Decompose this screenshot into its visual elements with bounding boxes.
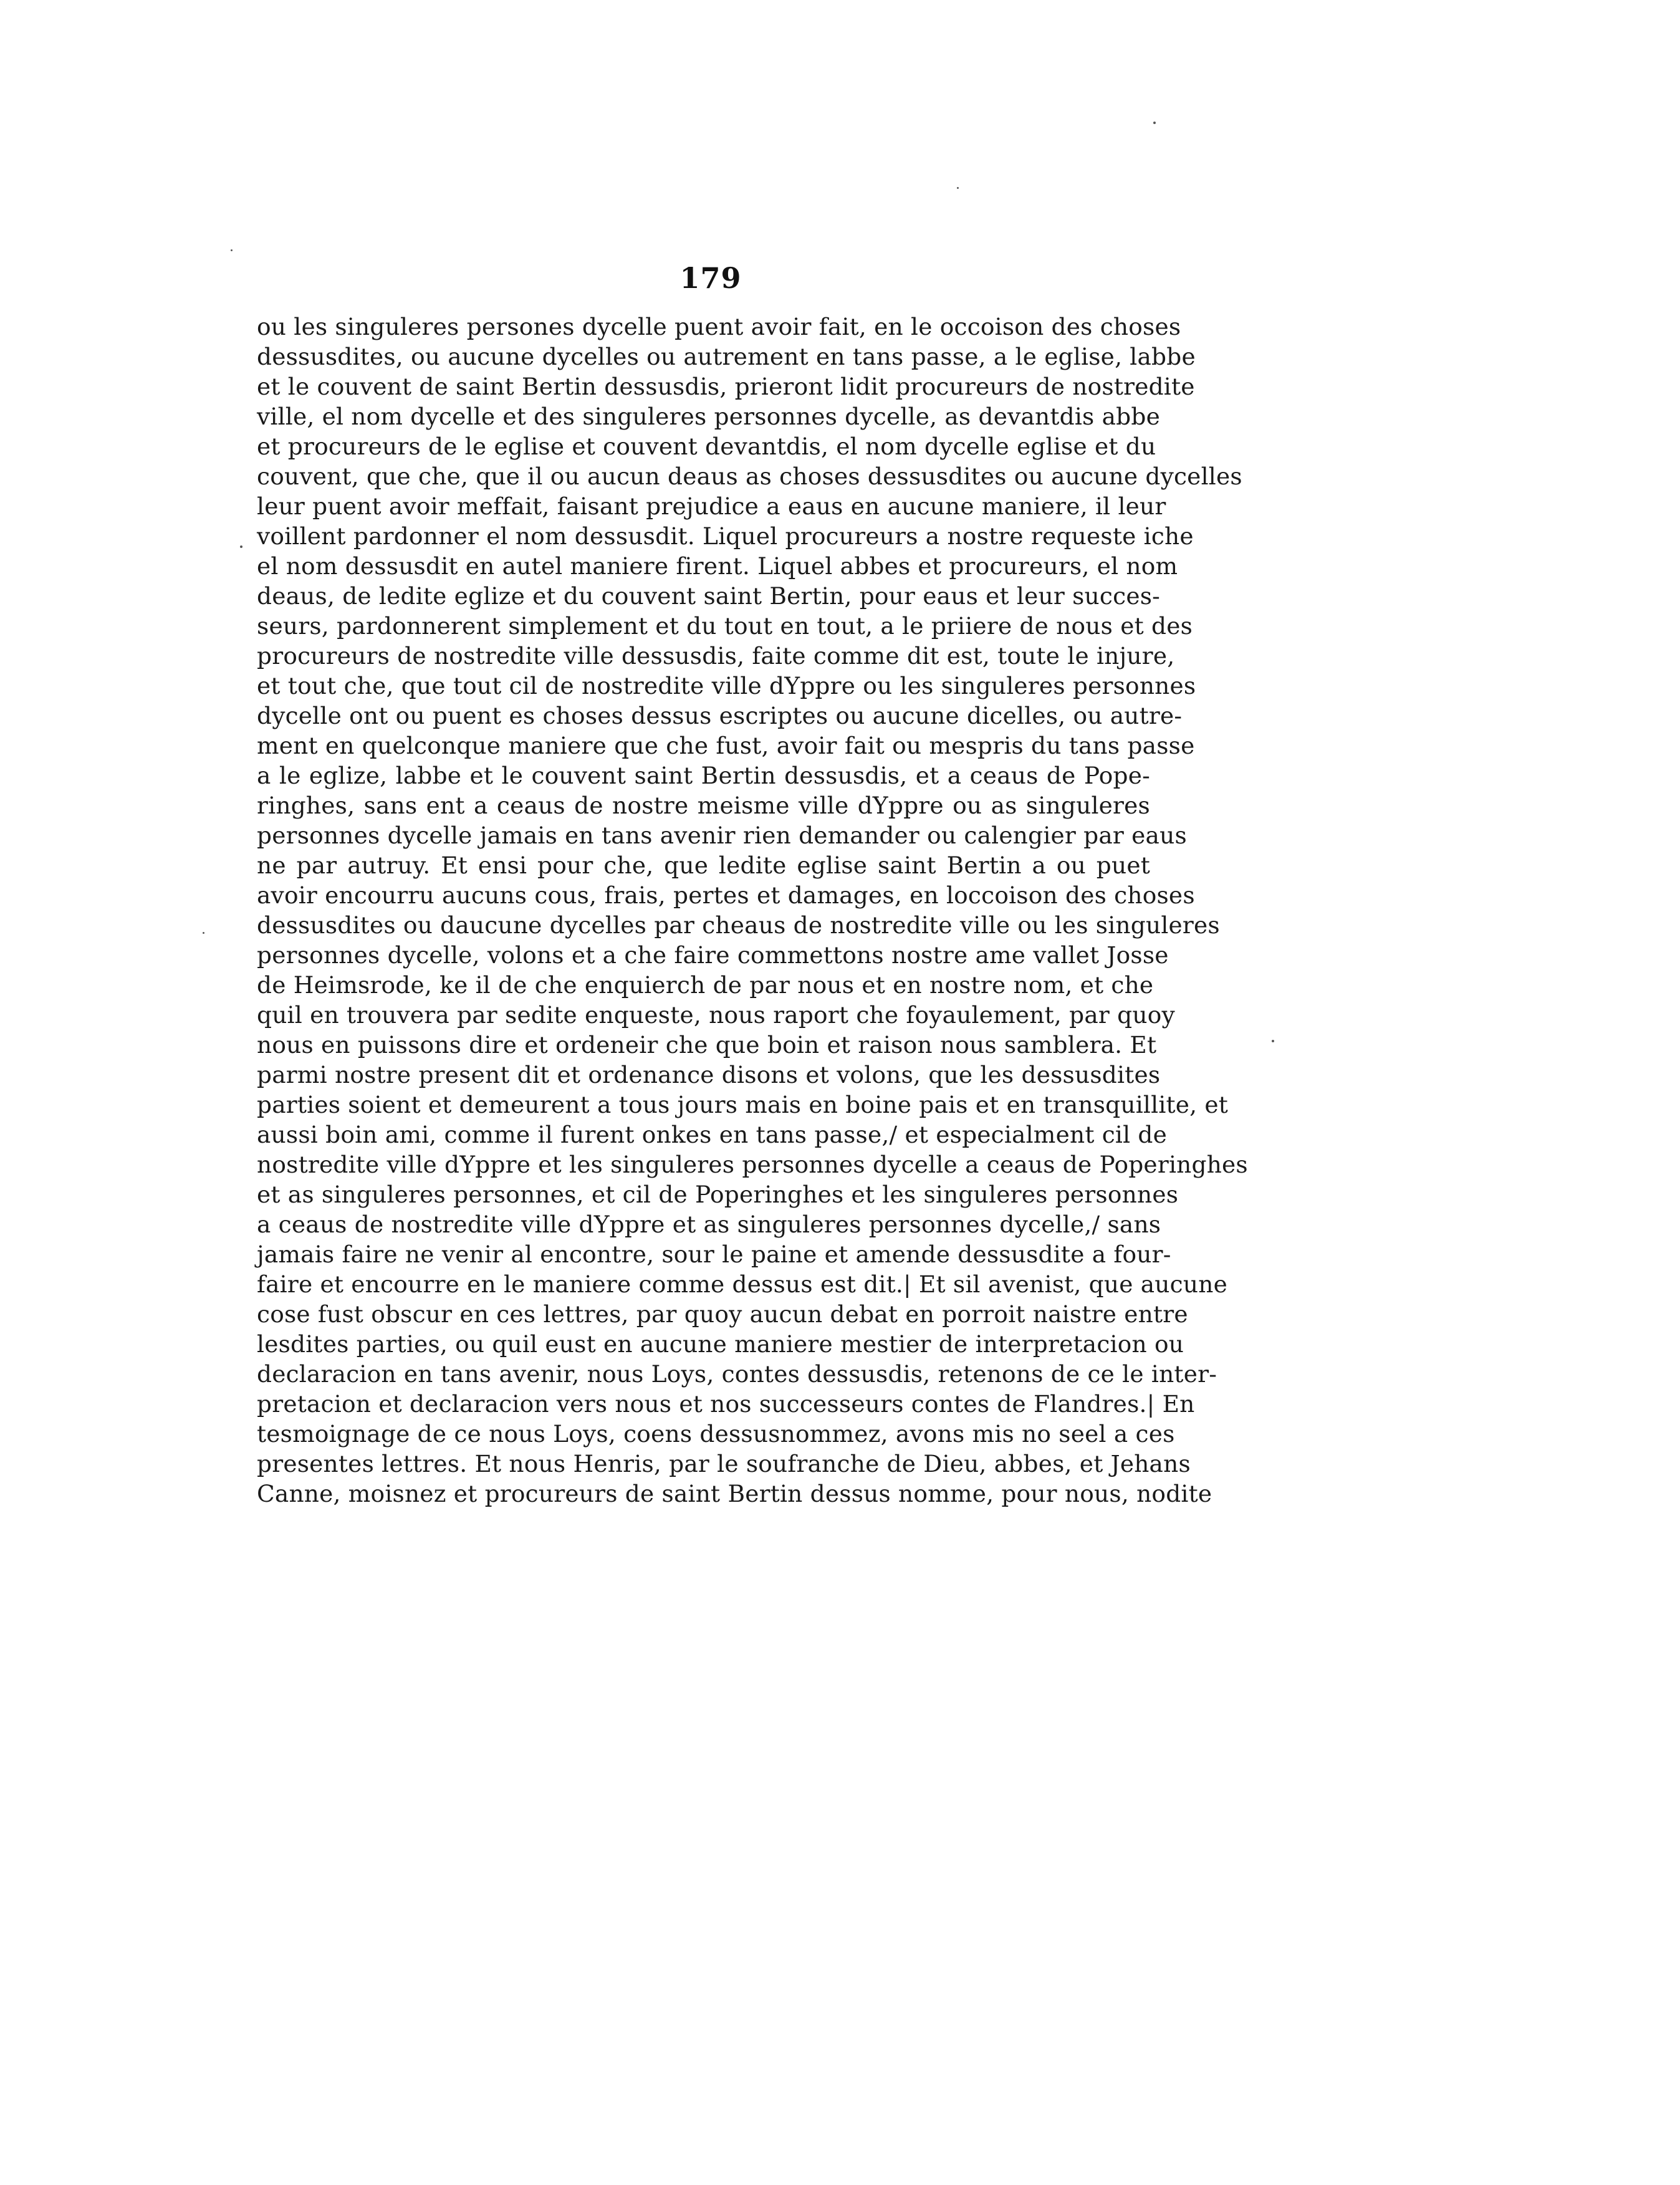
text-line: de Heimsrode, ke il de che enquierch de par nous et en nostre nom, et che bbox=[257, 971, 1154, 999]
text-line: nostredite ville dYppre et les singuleres personnes dycelle a ceaus de Poperinghes bbox=[257, 1151, 1248, 1178]
page-number: 179 bbox=[679, 261, 742, 295]
text-line: deaus, de ledite eglize et du couvent saint Bertin, pour eaus et leur succes- bbox=[257, 582, 1161, 610]
text-line: personnes dycelle jamais en tans avenir rien demander ou calengier par eaus bbox=[257, 822, 1187, 849]
text-line: parmi nostre present dit et ordenance disons et volons, que les dessusdites bbox=[257, 1061, 1161, 1088]
text-line: tesmoignage de ce nous Loys, coens dessusnommez, avons mis no seel a ces bbox=[257, 1420, 1175, 1448]
text-line: et procureurs de le eglise et couvent devantdis, el nom dycelle eglise et du bbox=[257, 433, 1156, 460]
text-line: ne par autruy. Et ensi pour che, que ledite eglise saint Bertin a ou puet bbox=[257, 852, 1150, 879]
text-line: nous en puissons dire et ordeneir che que boin et raison nous samblera. Et bbox=[257, 1031, 1157, 1059]
text-line: aussi boin ami, comme il furent onkes en tans passe,/ et especialment cil de bbox=[257, 1121, 1168, 1148]
text-line: a ceaus de nostredite ville dYppre et as singuleres personnes dycelle,/ sans bbox=[257, 1211, 1161, 1238]
text-line: cose fust obscur en ces lettres, par quoy aucun debat en porroit naistre entre bbox=[257, 1300, 1188, 1328]
text-line: a le eglize, labbe et le couvent saint Bertin dessusdis, et a ceaus de Pope- bbox=[257, 762, 1150, 789]
text-line: dycelle ont ou puent es choses dessus escriptes ou aucune dicelles, ou autre- bbox=[257, 702, 1183, 729]
text-line: parties soient et demeurent a tous jours mais en boine pais et en transquillite, et bbox=[257, 1091, 1229, 1118]
text-line: jamais faire ne venir al encontre, sour le paine et amende dessusdite a four- bbox=[257, 1241, 1171, 1268]
text-line: et as singuleres personnes, et cil de Poperinghes et les singuleres personnes bbox=[257, 1181, 1179, 1208]
scan-speck bbox=[231, 249, 233, 251]
text-line: et tout che, que tout cil de nostredite ville dYppre ou les singuleres personnes bbox=[257, 672, 1196, 699]
scan-speck bbox=[240, 545, 242, 548]
text-line: dessusdites ou daucune dycelles par cheaus de nostredite ville ou les singuleres bbox=[257, 911, 1220, 939]
text-line: presentes lettres. Et nous Henris, par le soufranche de Dieu, abbes, et Jehans bbox=[257, 1450, 1191, 1477]
text-line: el nom dessusdit en autel maniere firent. Liquel abbes et procureurs, el nom bbox=[257, 552, 1178, 580]
text-line: personnes dycelle, volons et a che faire commettons nostre ame vallet Josse bbox=[257, 941, 1169, 969]
scan-speck bbox=[957, 187, 959, 189]
text-line: dessusdites, ou aucune dycelles ou autrement en tans passe, a le eglise, labbe bbox=[257, 343, 1196, 370]
body-text bbox=[257, 312, 1248, 1509]
text-line: avoir encourru aucuns cous, frais, pertes et damages, en loccoison des choses bbox=[257, 881, 1195, 909]
text-line: faire et encourre en le maniere comme dessus est dit.| Et sil avenist, que aucune bbox=[257, 1270, 1227, 1298]
text-line: Canne, moisnez et procureurs de saint Bertin dessus nomme, pour nous, nodite bbox=[257, 1480, 1212, 1507]
text-line: seurs, pardonnerent simplement et du tout en tout, a le priiere de nous et des bbox=[257, 612, 1193, 640]
scan-speck bbox=[1272, 1040, 1274, 1042]
text-line: pretacion et declaracion vers nous et nos successeurs contes de Flandres.| En bbox=[257, 1390, 1195, 1418]
scan-speck bbox=[203, 932, 204, 934]
text-line: ringhes, sans ent a ceaus de nostre meisme ville dYppre ou as singuleres bbox=[257, 792, 1150, 819]
scan-speck bbox=[1153, 122, 1156, 124]
text-line: ville, el nom dycelle et des singuleres personnes dycelle, as devantdis abbe bbox=[257, 403, 1160, 430]
text-line: ou les singuleres persones dycelle puent avoir fait, en le occoison des choses bbox=[257, 313, 1181, 340]
text-line: couvent, que che, que il ou aucun deaus as choses dessusdites ou aucune dycelles bbox=[257, 463, 1242, 490]
text-line: voillent pardonner el nom dessusdit. Liquel procureurs a nostre requeste iche bbox=[257, 522, 1194, 550]
text-line: lesdites parties, ou quil eust en aucune maniere mestier de interpretacion ou bbox=[257, 1330, 1184, 1358]
text-line: et le couvent de saint Bertin dessusdis, prieront lidit procureurs de nostredite bbox=[257, 373, 1195, 400]
text-line: procureurs de nostredite ville dessusdis, faite comme dit est, toute le injure, bbox=[257, 642, 1175, 670]
text-line: ment en quelconque maniere que che fust, avoir fait ou mespris du tans passe bbox=[257, 732, 1195, 759]
text-line: quil en trouvera par sedite enqueste, nous raport che foyaulement, par quoy bbox=[257, 1001, 1175, 1029]
text-line: declaracion en tans avenir, nous Loys, contes dessusdis, retenons de ce le inter- bbox=[257, 1360, 1217, 1388]
text-line: leur puent avoir meffait, faisant prejudice a eaus en aucune maniere, il leur bbox=[257, 492, 1166, 520]
